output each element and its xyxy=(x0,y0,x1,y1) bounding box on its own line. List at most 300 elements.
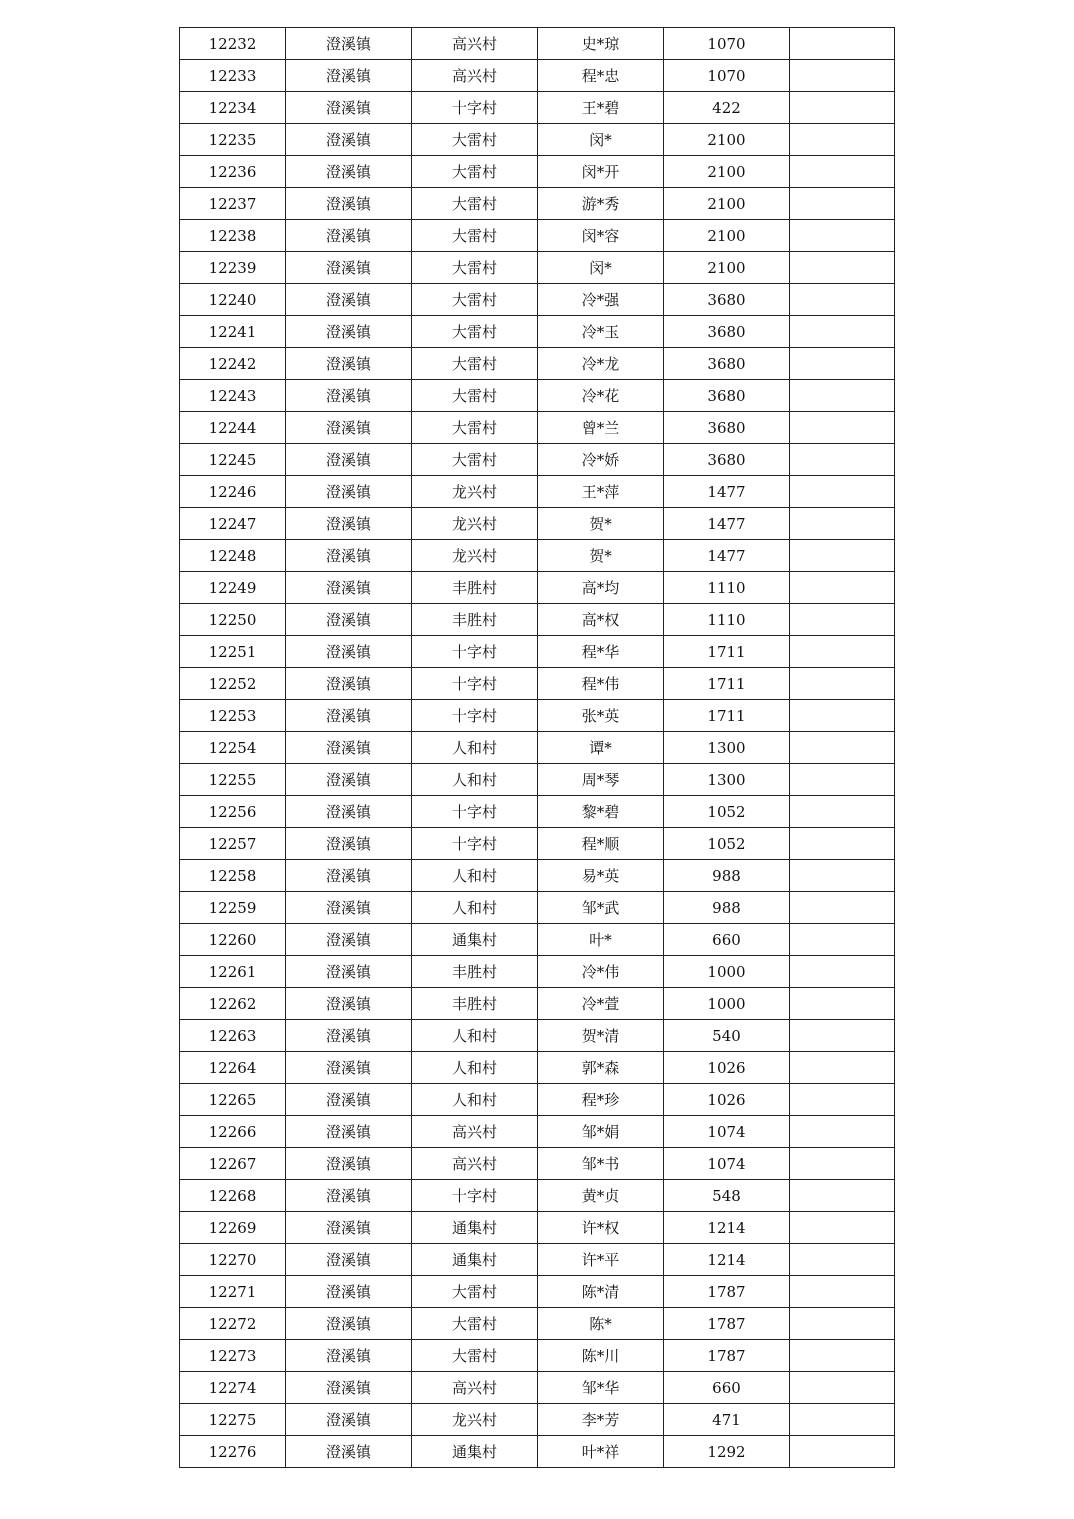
village-cell: 人和村 xyxy=(412,1084,538,1116)
remark-cell xyxy=(790,700,895,732)
remark-cell xyxy=(790,380,895,412)
town-cell: 澄溪镇 xyxy=(286,1340,412,1372)
remark-cell xyxy=(790,1276,895,1308)
amount-cell: 3680 xyxy=(664,316,790,348)
serial-number-cell: 12235 xyxy=(180,124,286,156)
remark-cell xyxy=(790,1180,895,1212)
name-cell: 叶* xyxy=(538,924,664,956)
table-row xyxy=(180,860,895,892)
name-cell: 冷*玉 xyxy=(538,316,664,348)
village-cell: 龙兴村 xyxy=(412,1404,538,1436)
name-cell: 贺* xyxy=(538,508,664,540)
name-cell: 冷*娇 xyxy=(538,444,664,476)
name-cell: 陈* xyxy=(538,1308,664,1340)
village-cell: 大雷村 xyxy=(412,188,538,220)
amount-cell: 3680 xyxy=(664,380,790,412)
name-cell: 冷*龙 xyxy=(538,348,664,380)
village-cell: 大雷村 xyxy=(412,348,538,380)
serial-number-cell: 12256 xyxy=(180,796,286,828)
village-cell: 大雷村 xyxy=(412,252,538,284)
table-row xyxy=(180,764,895,796)
serial-number-cell: 12258 xyxy=(180,860,286,892)
remark-cell xyxy=(790,252,895,284)
village-cell: 大雷村 xyxy=(412,1276,538,1308)
name-cell: 谭* xyxy=(538,732,664,764)
name-cell: 黄*贞 xyxy=(538,1180,664,1212)
town-cell: 澄溪镇 xyxy=(286,1084,412,1116)
village-cell: 龙兴村 xyxy=(412,508,538,540)
name-cell: 陈*清 xyxy=(538,1276,664,1308)
remark-cell xyxy=(790,220,895,252)
village-cell: 大雷村 xyxy=(412,380,538,412)
town-cell: 澄溪镇 xyxy=(286,1436,412,1468)
amount-cell: 1300 xyxy=(664,732,790,764)
village-cell: 十字村 xyxy=(412,828,538,860)
table-row xyxy=(180,1436,895,1468)
town-cell: 澄溪镇 xyxy=(286,796,412,828)
table-row xyxy=(180,60,895,92)
amount-cell: 1477 xyxy=(664,476,790,508)
serial-number-cell: 12247 xyxy=(180,508,286,540)
amount-cell: 1052 xyxy=(664,796,790,828)
village-cell: 高兴村 xyxy=(412,1372,538,1404)
serial-number-cell: 12244 xyxy=(180,412,286,444)
serial-number-cell: 12254 xyxy=(180,732,286,764)
serial-number-cell: 12259 xyxy=(180,892,286,924)
remark-cell xyxy=(790,316,895,348)
town-cell: 澄溪镇 xyxy=(286,92,412,124)
remark-cell xyxy=(790,60,895,92)
town-cell: 澄溪镇 xyxy=(286,700,412,732)
remark-cell xyxy=(790,508,895,540)
village-cell: 大雷村 xyxy=(412,412,538,444)
village-cell: 十字村 xyxy=(412,636,538,668)
serial-number-cell: 12275 xyxy=(180,1404,286,1436)
town-cell: 澄溪镇 xyxy=(286,444,412,476)
serial-number-cell: 12263 xyxy=(180,1020,286,1052)
name-cell: 史*琼 xyxy=(538,28,664,60)
amount-cell: 3680 xyxy=(664,412,790,444)
amount-cell: 988 xyxy=(664,892,790,924)
name-cell: 黎*碧 xyxy=(538,796,664,828)
town-cell: 澄溪镇 xyxy=(286,1180,412,1212)
village-cell: 通集村 xyxy=(412,1212,538,1244)
town-cell: 澄溪镇 xyxy=(286,1244,412,1276)
name-cell: 程*珍 xyxy=(538,1084,664,1116)
serial-number-cell: 12273 xyxy=(180,1340,286,1372)
town-cell: 澄溪镇 xyxy=(286,636,412,668)
table-row xyxy=(180,284,895,316)
village-cell: 高兴村 xyxy=(412,1116,538,1148)
remark-cell xyxy=(790,796,895,828)
village-cell: 丰胜村 xyxy=(412,572,538,604)
table-row xyxy=(180,124,895,156)
amount-cell: 1074 xyxy=(664,1116,790,1148)
remark-cell xyxy=(790,188,895,220)
table-row xyxy=(180,444,895,476)
name-cell: 许*权 xyxy=(538,1212,664,1244)
village-cell: 丰胜村 xyxy=(412,604,538,636)
amount-cell: 1026 xyxy=(664,1084,790,1116)
remark-cell xyxy=(790,572,895,604)
serial-number-cell: 12267 xyxy=(180,1148,286,1180)
remark-cell xyxy=(790,28,895,60)
village-cell: 通集村 xyxy=(412,1436,538,1468)
name-cell: 程*顺 xyxy=(538,828,664,860)
remark-cell xyxy=(790,1052,895,1084)
table-row xyxy=(180,604,895,636)
amount-cell: 1070 xyxy=(664,28,790,60)
amount-cell: 1300 xyxy=(664,764,790,796)
remark-cell xyxy=(790,604,895,636)
table-row xyxy=(180,828,895,860)
serial-number-cell: 12257 xyxy=(180,828,286,860)
amount-cell: 2100 xyxy=(664,220,790,252)
amount-cell: 988 xyxy=(664,860,790,892)
remark-cell xyxy=(790,476,895,508)
name-cell: 邹*武 xyxy=(538,892,664,924)
remark-cell xyxy=(790,1020,895,1052)
remark-cell xyxy=(790,540,895,572)
remark-cell xyxy=(790,1244,895,1276)
village-cell: 高兴村 xyxy=(412,1148,538,1180)
town-cell: 澄溪镇 xyxy=(286,860,412,892)
table-row xyxy=(180,956,895,988)
town-cell: 澄溪镇 xyxy=(286,188,412,220)
amount-cell: 471 xyxy=(664,1404,790,1436)
serial-number-cell: 12252 xyxy=(180,668,286,700)
amount-cell: 1026 xyxy=(664,1052,790,1084)
remark-cell xyxy=(790,156,895,188)
table-row xyxy=(180,1116,895,1148)
village-cell: 大雷村 xyxy=(412,156,538,188)
amount-cell: 660 xyxy=(664,1372,790,1404)
village-cell: 通集村 xyxy=(412,1244,538,1276)
name-cell: 闵*开 xyxy=(538,156,664,188)
village-cell: 高兴村 xyxy=(412,60,538,92)
village-cell: 龙兴村 xyxy=(412,476,538,508)
amount-cell: 3680 xyxy=(664,444,790,476)
remark-cell xyxy=(790,124,895,156)
town-cell: 澄溪镇 xyxy=(286,220,412,252)
name-cell: 程*伟 xyxy=(538,668,664,700)
remark-cell xyxy=(790,860,895,892)
remark-cell xyxy=(790,988,895,1020)
name-cell: 许*平 xyxy=(538,1244,664,1276)
table-row xyxy=(180,1084,895,1116)
table-row xyxy=(180,348,895,380)
village-cell: 通集村 xyxy=(412,924,538,956)
roster-table-body xyxy=(180,28,895,1468)
table-row xyxy=(180,188,895,220)
table-row xyxy=(180,924,895,956)
serial-number-cell: 12251 xyxy=(180,636,286,668)
village-cell: 人和村 xyxy=(412,1052,538,1084)
amount-cell: 540 xyxy=(664,1020,790,1052)
amount-cell: 3680 xyxy=(664,284,790,316)
serial-number-cell: 12237 xyxy=(180,188,286,220)
serial-number-cell: 12245 xyxy=(180,444,286,476)
town-cell: 澄溪镇 xyxy=(286,1052,412,1084)
remark-cell xyxy=(790,668,895,700)
remark-cell xyxy=(790,1436,895,1468)
serial-number-cell: 12274 xyxy=(180,1372,286,1404)
table-row xyxy=(180,1052,895,1084)
serial-number-cell: 12239 xyxy=(180,252,286,284)
serial-number-cell: 12248 xyxy=(180,540,286,572)
table-row xyxy=(180,380,895,412)
serial-number-cell: 12269 xyxy=(180,1212,286,1244)
amount-cell: 3680 xyxy=(664,348,790,380)
amount-cell: 1477 xyxy=(664,508,790,540)
name-cell: 易*英 xyxy=(538,860,664,892)
amount-cell: 1711 xyxy=(664,700,790,732)
table-row xyxy=(180,1148,895,1180)
village-cell: 大雷村 xyxy=(412,1340,538,1372)
town-cell: 澄溪镇 xyxy=(286,284,412,316)
serial-number-cell: 12268 xyxy=(180,1180,286,1212)
serial-number-cell: 12264 xyxy=(180,1052,286,1084)
serial-number-cell: 12238 xyxy=(180,220,286,252)
amount-cell: 1110 xyxy=(664,604,790,636)
town-cell: 澄溪镇 xyxy=(286,412,412,444)
town-cell: 澄溪镇 xyxy=(286,508,412,540)
remark-cell xyxy=(790,1308,895,1340)
table-row xyxy=(180,572,895,604)
town-cell: 澄溪镇 xyxy=(286,1148,412,1180)
table-row xyxy=(180,668,895,700)
village-cell: 十字村 xyxy=(412,796,538,828)
serial-number-cell: 12276 xyxy=(180,1436,286,1468)
village-cell: 大雷村 xyxy=(412,316,538,348)
table-row xyxy=(180,412,895,444)
remark-cell xyxy=(790,1404,895,1436)
village-cell: 十字村 xyxy=(412,92,538,124)
remark-cell xyxy=(790,764,895,796)
name-cell: 郭*森 xyxy=(538,1052,664,1084)
remark-cell xyxy=(790,956,895,988)
amount-cell: 422 xyxy=(664,92,790,124)
village-cell: 十字村 xyxy=(412,668,538,700)
serial-number-cell: 12233 xyxy=(180,60,286,92)
amount-cell: 1070 xyxy=(664,60,790,92)
town-cell: 澄溪镇 xyxy=(286,540,412,572)
village-cell: 十字村 xyxy=(412,1180,538,1212)
table-row xyxy=(180,476,895,508)
serial-number-cell: 12250 xyxy=(180,604,286,636)
table-row xyxy=(180,892,895,924)
village-cell: 人和村 xyxy=(412,732,538,764)
town-cell: 澄溪镇 xyxy=(286,828,412,860)
village-cell: 龙兴村 xyxy=(412,540,538,572)
name-cell: 张*英 xyxy=(538,700,664,732)
name-cell: 冷*强 xyxy=(538,284,664,316)
town-cell: 澄溪镇 xyxy=(286,316,412,348)
table-row xyxy=(180,252,895,284)
remark-cell xyxy=(790,284,895,316)
roster-table xyxy=(179,27,895,1468)
village-cell: 丰胜村 xyxy=(412,956,538,988)
amount-cell: 1214 xyxy=(664,1212,790,1244)
serial-number-cell: 12246 xyxy=(180,476,286,508)
name-cell: 闵* xyxy=(538,252,664,284)
village-cell: 大雷村 xyxy=(412,124,538,156)
remark-cell xyxy=(790,1084,895,1116)
serial-number-cell: 12260 xyxy=(180,924,286,956)
remark-cell xyxy=(790,1148,895,1180)
amount-cell: 1052 xyxy=(664,828,790,860)
village-cell: 大雷村 xyxy=(412,444,538,476)
amount-cell: 1711 xyxy=(664,668,790,700)
table-row xyxy=(180,1244,895,1276)
town-cell: 澄溪镇 xyxy=(286,1276,412,1308)
table-row xyxy=(180,1212,895,1244)
table-row xyxy=(180,988,895,1020)
table-row xyxy=(180,1276,895,1308)
table-row xyxy=(180,220,895,252)
amount-cell: 1000 xyxy=(664,956,790,988)
amount-cell: 1787 xyxy=(664,1340,790,1372)
serial-number-cell: 12232 xyxy=(180,28,286,60)
town-cell: 澄溪镇 xyxy=(286,348,412,380)
table-row xyxy=(180,1340,895,1372)
town-cell: 澄溪镇 xyxy=(286,732,412,764)
village-cell: 十字村 xyxy=(412,700,538,732)
amount-cell: 548 xyxy=(664,1180,790,1212)
town-cell: 澄溪镇 xyxy=(286,988,412,1020)
amount-cell: 660 xyxy=(664,924,790,956)
name-cell: 程*华 xyxy=(538,636,664,668)
town-cell: 澄溪镇 xyxy=(286,892,412,924)
town-cell: 澄溪镇 xyxy=(286,604,412,636)
town-cell: 澄溪镇 xyxy=(286,924,412,956)
village-cell: 人和村 xyxy=(412,860,538,892)
serial-number-cell: 12236 xyxy=(180,156,286,188)
amount-cell: 1214 xyxy=(664,1244,790,1276)
remark-cell xyxy=(790,636,895,668)
name-cell: 陈*川 xyxy=(538,1340,664,1372)
town-cell: 澄溪镇 xyxy=(286,380,412,412)
table-row xyxy=(180,1020,895,1052)
name-cell: 王*碧 xyxy=(538,92,664,124)
village-cell: 大雷村 xyxy=(412,284,538,316)
serial-number-cell: 12240 xyxy=(180,284,286,316)
remark-cell xyxy=(790,924,895,956)
name-cell: 程*忠 xyxy=(538,60,664,92)
town-cell: 澄溪镇 xyxy=(286,572,412,604)
town-cell: 澄溪镇 xyxy=(286,764,412,796)
name-cell: 邹*华 xyxy=(538,1372,664,1404)
table-row xyxy=(180,796,895,828)
amount-cell: 1711 xyxy=(664,636,790,668)
name-cell: 闵*容 xyxy=(538,220,664,252)
table-row xyxy=(180,1404,895,1436)
serial-number-cell: 12241 xyxy=(180,316,286,348)
table-row xyxy=(180,732,895,764)
table-row xyxy=(180,700,895,732)
serial-number-cell: 12270 xyxy=(180,1244,286,1276)
town-cell: 澄溪镇 xyxy=(286,1116,412,1148)
amount-cell: 1292 xyxy=(664,1436,790,1468)
village-cell: 高兴村 xyxy=(412,28,538,60)
remark-cell xyxy=(790,828,895,860)
name-cell: 冷*花 xyxy=(538,380,664,412)
amount-cell: 1000 xyxy=(664,988,790,1020)
name-cell: 李*芳 xyxy=(538,1404,664,1436)
amount-cell: 1110 xyxy=(664,572,790,604)
remark-cell xyxy=(790,92,895,124)
town-cell: 澄溪镇 xyxy=(286,252,412,284)
name-cell: 冷*萱 xyxy=(538,988,664,1020)
town-cell: 澄溪镇 xyxy=(286,1404,412,1436)
remark-cell xyxy=(790,1372,895,1404)
town-cell: 澄溪镇 xyxy=(286,1372,412,1404)
table-row xyxy=(180,28,895,60)
town-cell: 澄溪镇 xyxy=(286,156,412,188)
town-cell: 澄溪镇 xyxy=(286,956,412,988)
name-cell: 游*秀 xyxy=(538,188,664,220)
table-row xyxy=(180,1180,895,1212)
table-row xyxy=(180,1372,895,1404)
town-cell: 澄溪镇 xyxy=(286,1020,412,1052)
name-cell: 闵* xyxy=(538,124,664,156)
table-row xyxy=(180,316,895,348)
name-cell: 叶*祥 xyxy=(538,1436,664,1468)
serial-number-cell: 12253 xyxy=(180,700,286,732)
serial-number-cell: 12243 xyxy=(180,380,286,412)
town-cell: 澄溪镇 xyxy=(286,28,412,60)
town-cell: 澄溪镇 xyxy=(286,1212,412,1244)
table-row xyxy=(180,540,895,572)
village-cell: 人和村 xyxy=(412,892,538,924)
amount-cell: 1074 xyxy=(664,1148,790,1180)
serial-number-cell: 12272 xyxy=(180,1308,286,1340)
amount-cell: 1787 xyxy=(664,1308,790,1340)
amount-cell: 2100 xyxy=(664,124,790,156)
village-cell: 人和村 xyxy=(412,1020,538,1052)
table-row xyxy=(180,1308,895,1340)
serial-number-cell: 12266 xyxy=(180,1116,286,1148)
serial-number-cell: 12242 xyxy=(180,348,286,380)
remark-cell xyxy=(790,444,895,476)
amount-cell: 1787 xyxy=(664,1276,790,1308)
table-row xyxy=(180,92,895,124)
serial-number-cell: 12262 xyxy=(180,988,286,1020)
remark-cell xyxy=(790,412,895,444)
name-cell: 高*均 xyxy=(538,572,664,604)
name-cell: 王*萍 xyxy=(538,476,664,508)
table-row xyxy=(180,156,895,188)
name-cell: 冷*伟 xyxy=(538,956,664,988)
town-cell: 澄溪镇 xyxy=(286,476,412,508)
amount-cell: 2100 xyxy=(664,156,790,188)
name-cell: 贺* xyxy=(538,540,664,572)
village-cell: 人和村 xyxy=(412,764,538,796)
amount-cell: 2100 xyxy=(664,252,790,284)
village-cell: 大雷村 xyxy=(412,1308,538,1340)
remark-cell xyxy=(790,1340,895,1372)
serial-number-cell: 12271 xyxy=(180,1276,286,1308)
name-cell: 高*权 xyxy=(538,604,664,636)
remark-cell xyxy=(790,1116,895,1148)
town-cell: 澄溪镇 xyxy=(286,124,412,156)
town-cell: 澄溪镇 xyxy=(286,1308,412,1340)
remark-cell xyxy=(790,892,895,924)
table-row xyxy=(180,636,895,668)
amount-cell: 1477 xyxy=(664,540,790,572)
name-cell: 贺*清 xyxy=(538,1020,664,1052)
serial-number-cell: 12261 xyxy=(180,956,286,988)
